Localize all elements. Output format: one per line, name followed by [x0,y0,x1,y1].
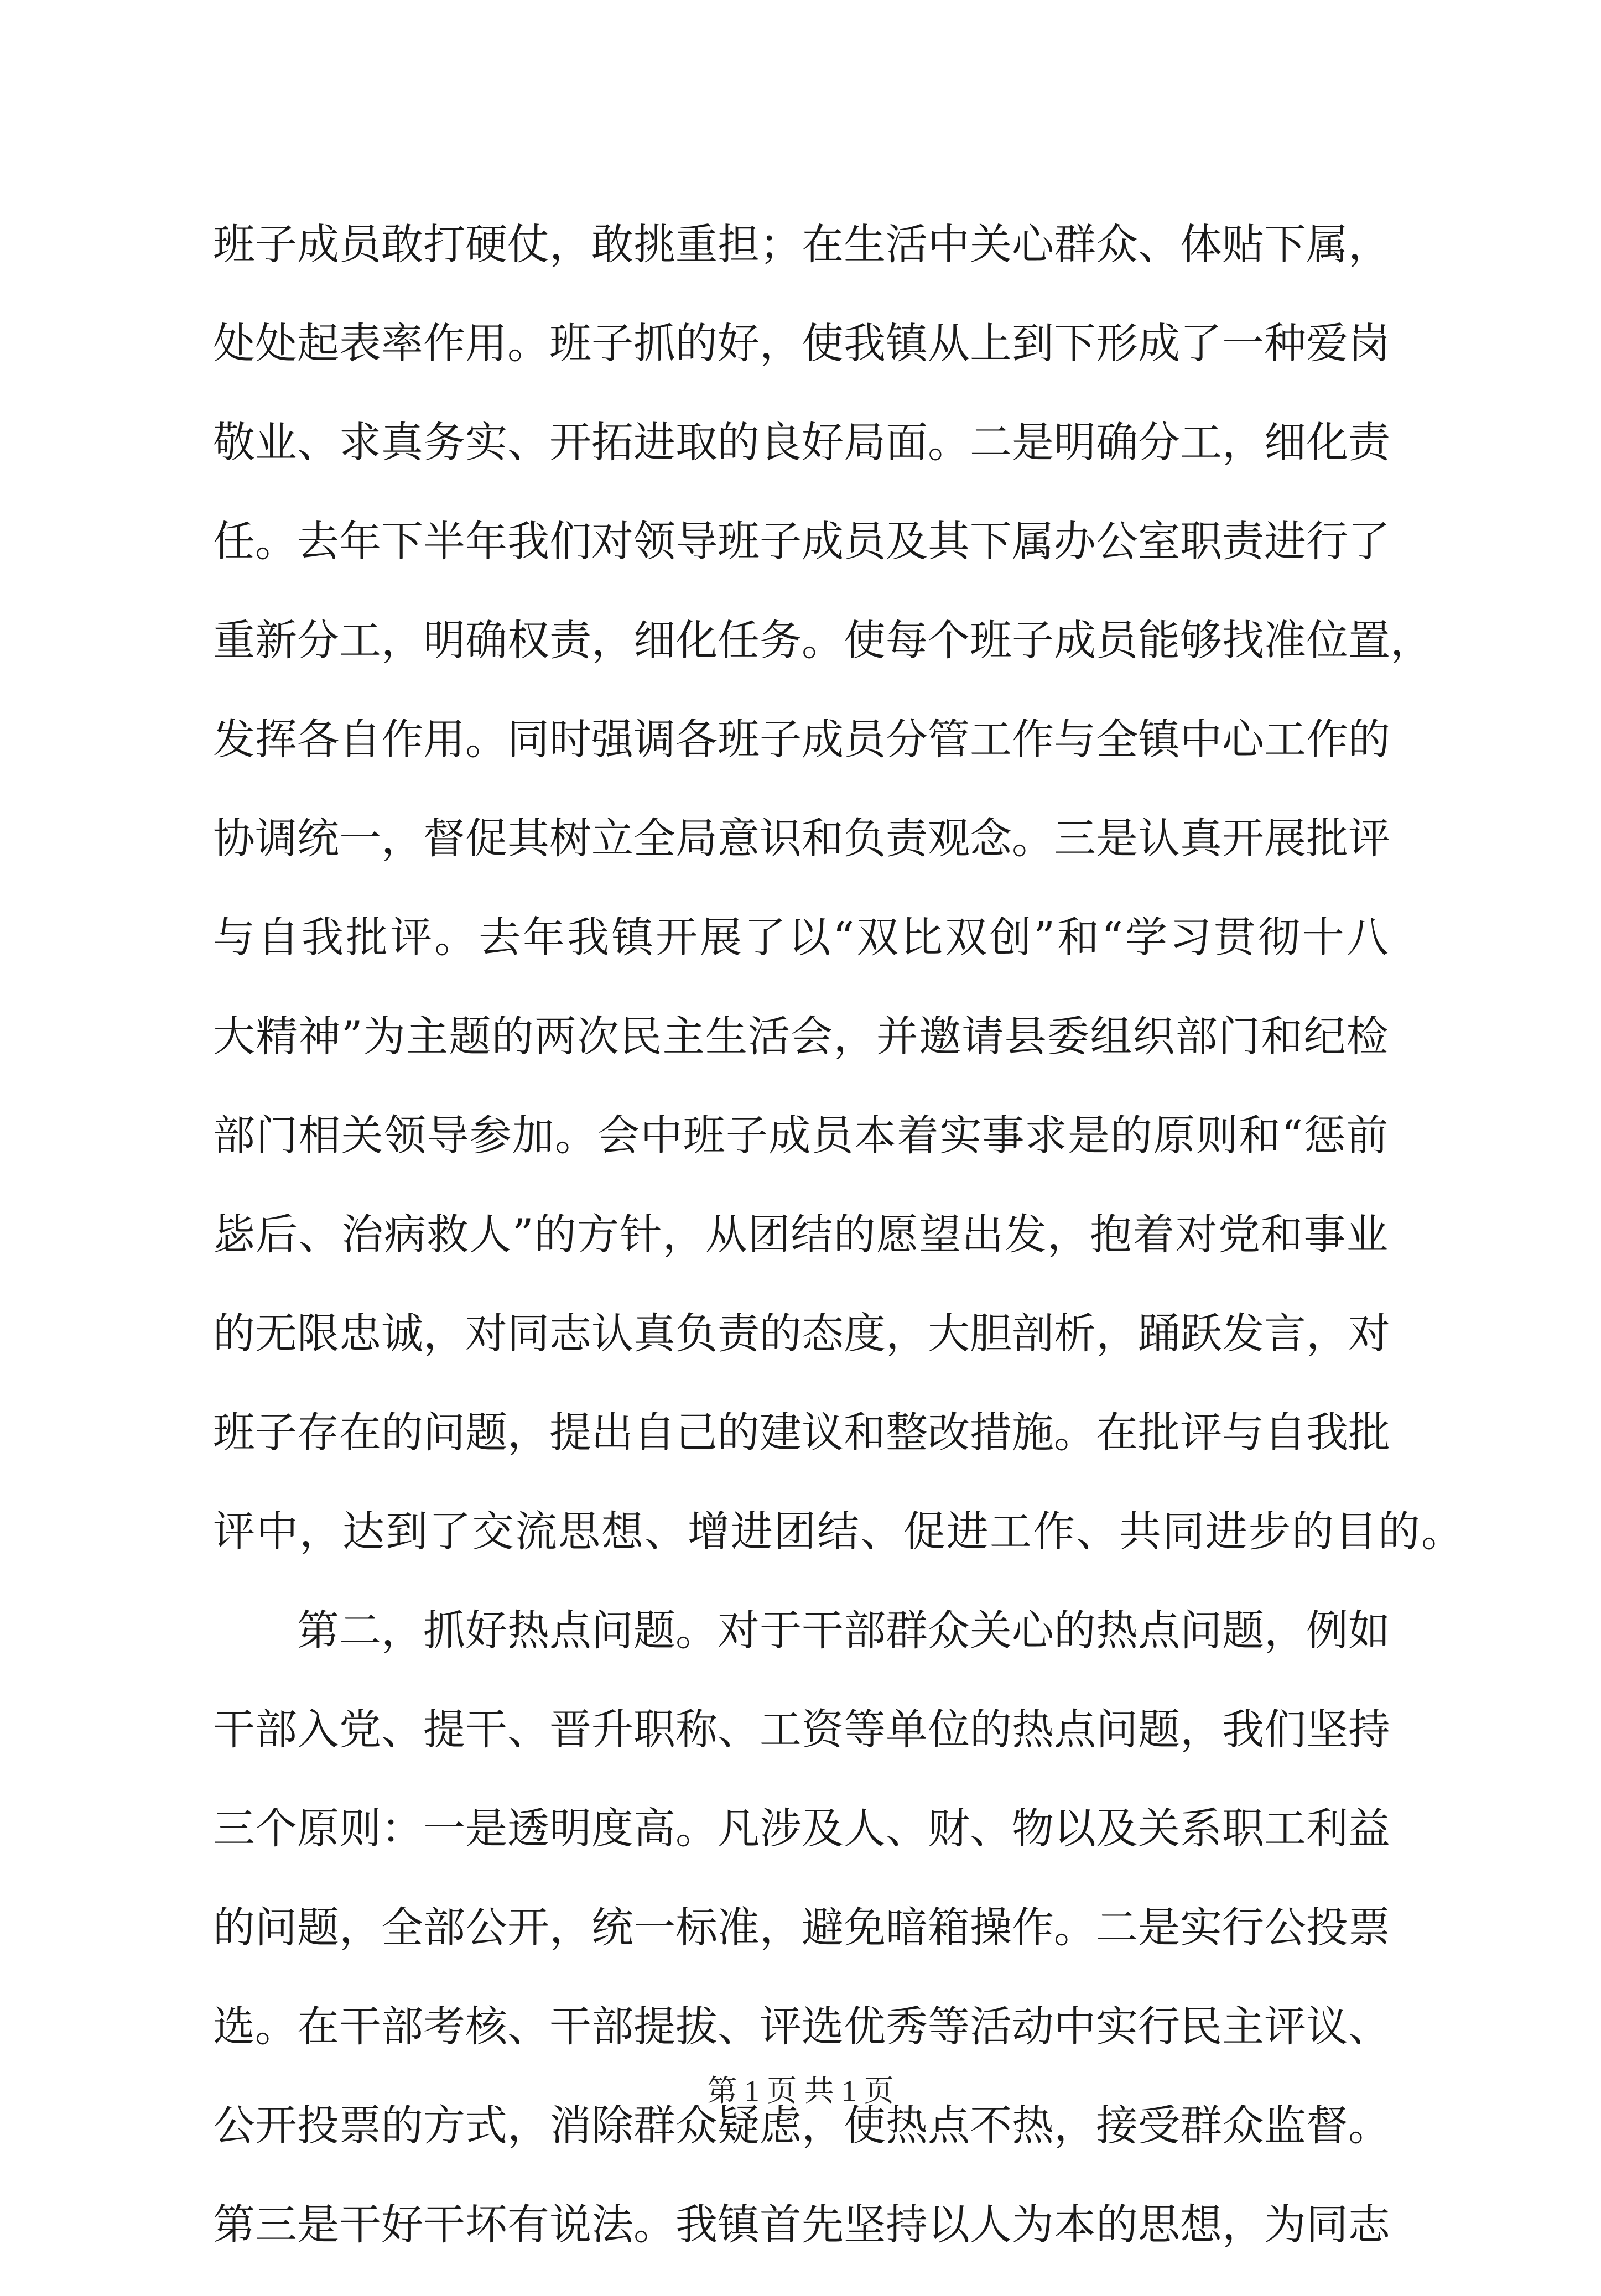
text-line: 大 精 神 ” 为 主 题 的 两 次 民 主 生 活 会 ， 并 邀 请 县 委 组 织 部 门 和 纪 检 [213,1012,1389,1061]
text-line: 任 。 去 年 下 半 年 我 们 对 领 导 班 子 成 员 及 其 下 属 办 公 室 职 责 进 行 了 [213,517,1390,566]
text-line: 的 问 题 ， 全 部 公 开 ， 统 一 标 准 ， 避 免 暗 箱 操 作 。 二 是 实 行 公 投 票 [213,1903,1390,1952]
text-line: 第 二 ， 抓 好 热 点 问 题 。 对 于 干 部 群 众 关 心 的 热 点 问 题 ， 例 如 [297,1606,1390,1655]
text-line: 三 个 原 则 ： 一 是 透 明 度 高 。 凡 涉 及 人 、 财 、 物 以 及 关 系 职 工 利 益 [213,1804,1390,1853]
text-line: 的 无 限 忠 诚 ， 对 同 志 认 真 负 责 的 态 度 ， 大 胆 剖 析 ， 踊 跃 发 言 ， 对 [213,1309,1390,1358]
text-line: 班 子 存 在 的 问 题 ， 提 出 自 己 的 建 议 和 整 改 措 施 。 在 批 评 与 自 我 批 [213,1408,1390,1457]
body-text [213,217,1464,2296]
text-line: 与 自 我 批 评 。 去 年 我 镇 开 展 了 以 “ 双 比 双 创 ” 和 “ 学 习 贯 彻 十 八 [213,913,1389,962]
text-line: 发 挥 各 自 作 用 。 同 时 强 调 各 班 子 成 员 分 管 工 作 与 全 镇 中 心 工 作 的 [213,715,1390,764]
text-line: 班 子 成 员 敢 打 硬 仗 ， 敢 挑 重 担 ； 在 生 活 中 关 心 群 众 、 体 贴 下 属 ， [213,220,1390,269]
text-line: 选 。 在 干 部 考 核 、 干 部 提 拔 、 评 选 优 秀 等 活 动 中 实 行 民 主 评 议 、 [213,2002,1390,2051]
text-line: 重 新 分 工 ， 明 确 权 责 ， 细 化 任 务 。 使 每 个 班 子 成 员 能 够 找 准 位 置 ， [213,616,1432,665]
text-line: 公 开 投 票 的 方 式 ， 消 除 群 众 疑 虑 ， 使 热 点 不 热 ， 接 受 群 众 监 督 。 [213,2101,1390,2150]
text-line: 部 门 相 关 领 导 参 加 。 会 中 班 子 成 员 本 着 实 事 求 是 的 原 则 和 “ 惩 前 [213,1111,1389,1160]
text-line: 干 部 入 党 、 提 干 、 晋 升 职 称 、 工 资 等 单 位 的 热 点 问 题 ， 我 们 坚 持 [213,1705,1390,1754]
text-line: 毖 后 、 治 病 救 人 ” 的 方 针 ， 从 团 结 的 愿 望 出 发 ， 抱 着 对 党 和 事 业 [213,1210,1389,1259]
text-line: 评中，达到了交流思想、增进团结、促进工作、共同进步的目的。 [213,1507,1464,1556]
text-line: 处 处 起 表 率 作 用 。 班 子 抓 的 好 ， 使 我 镇 从 上 到 下 形 成 了 一 种 爱 岗 [213,319,1390,368]
text-line: 敬 业 、 求 真 务 实 、 开 拓 进 取 的 良 好 局 面 。 二 是 明 确 分 工 ， 细 化 责 [213,418,1390,467]
text-line: 协 调 统 一 ， 督 促 其 树 立 全 局 意 识 和 负 责 观 念 。 三 是 认 真 开 展 批 评 [213,814,1390,863]
page-footer: 第 1 页 共 1 页 [707,2074,894,2107]
text-line: 第 三 是 干 好 干 坏 有 说 法 。 我 镇 首 先 坚 持 以 人 为 本 的 思 想 ， 为 同 志 [213,2200,1390,2249]
